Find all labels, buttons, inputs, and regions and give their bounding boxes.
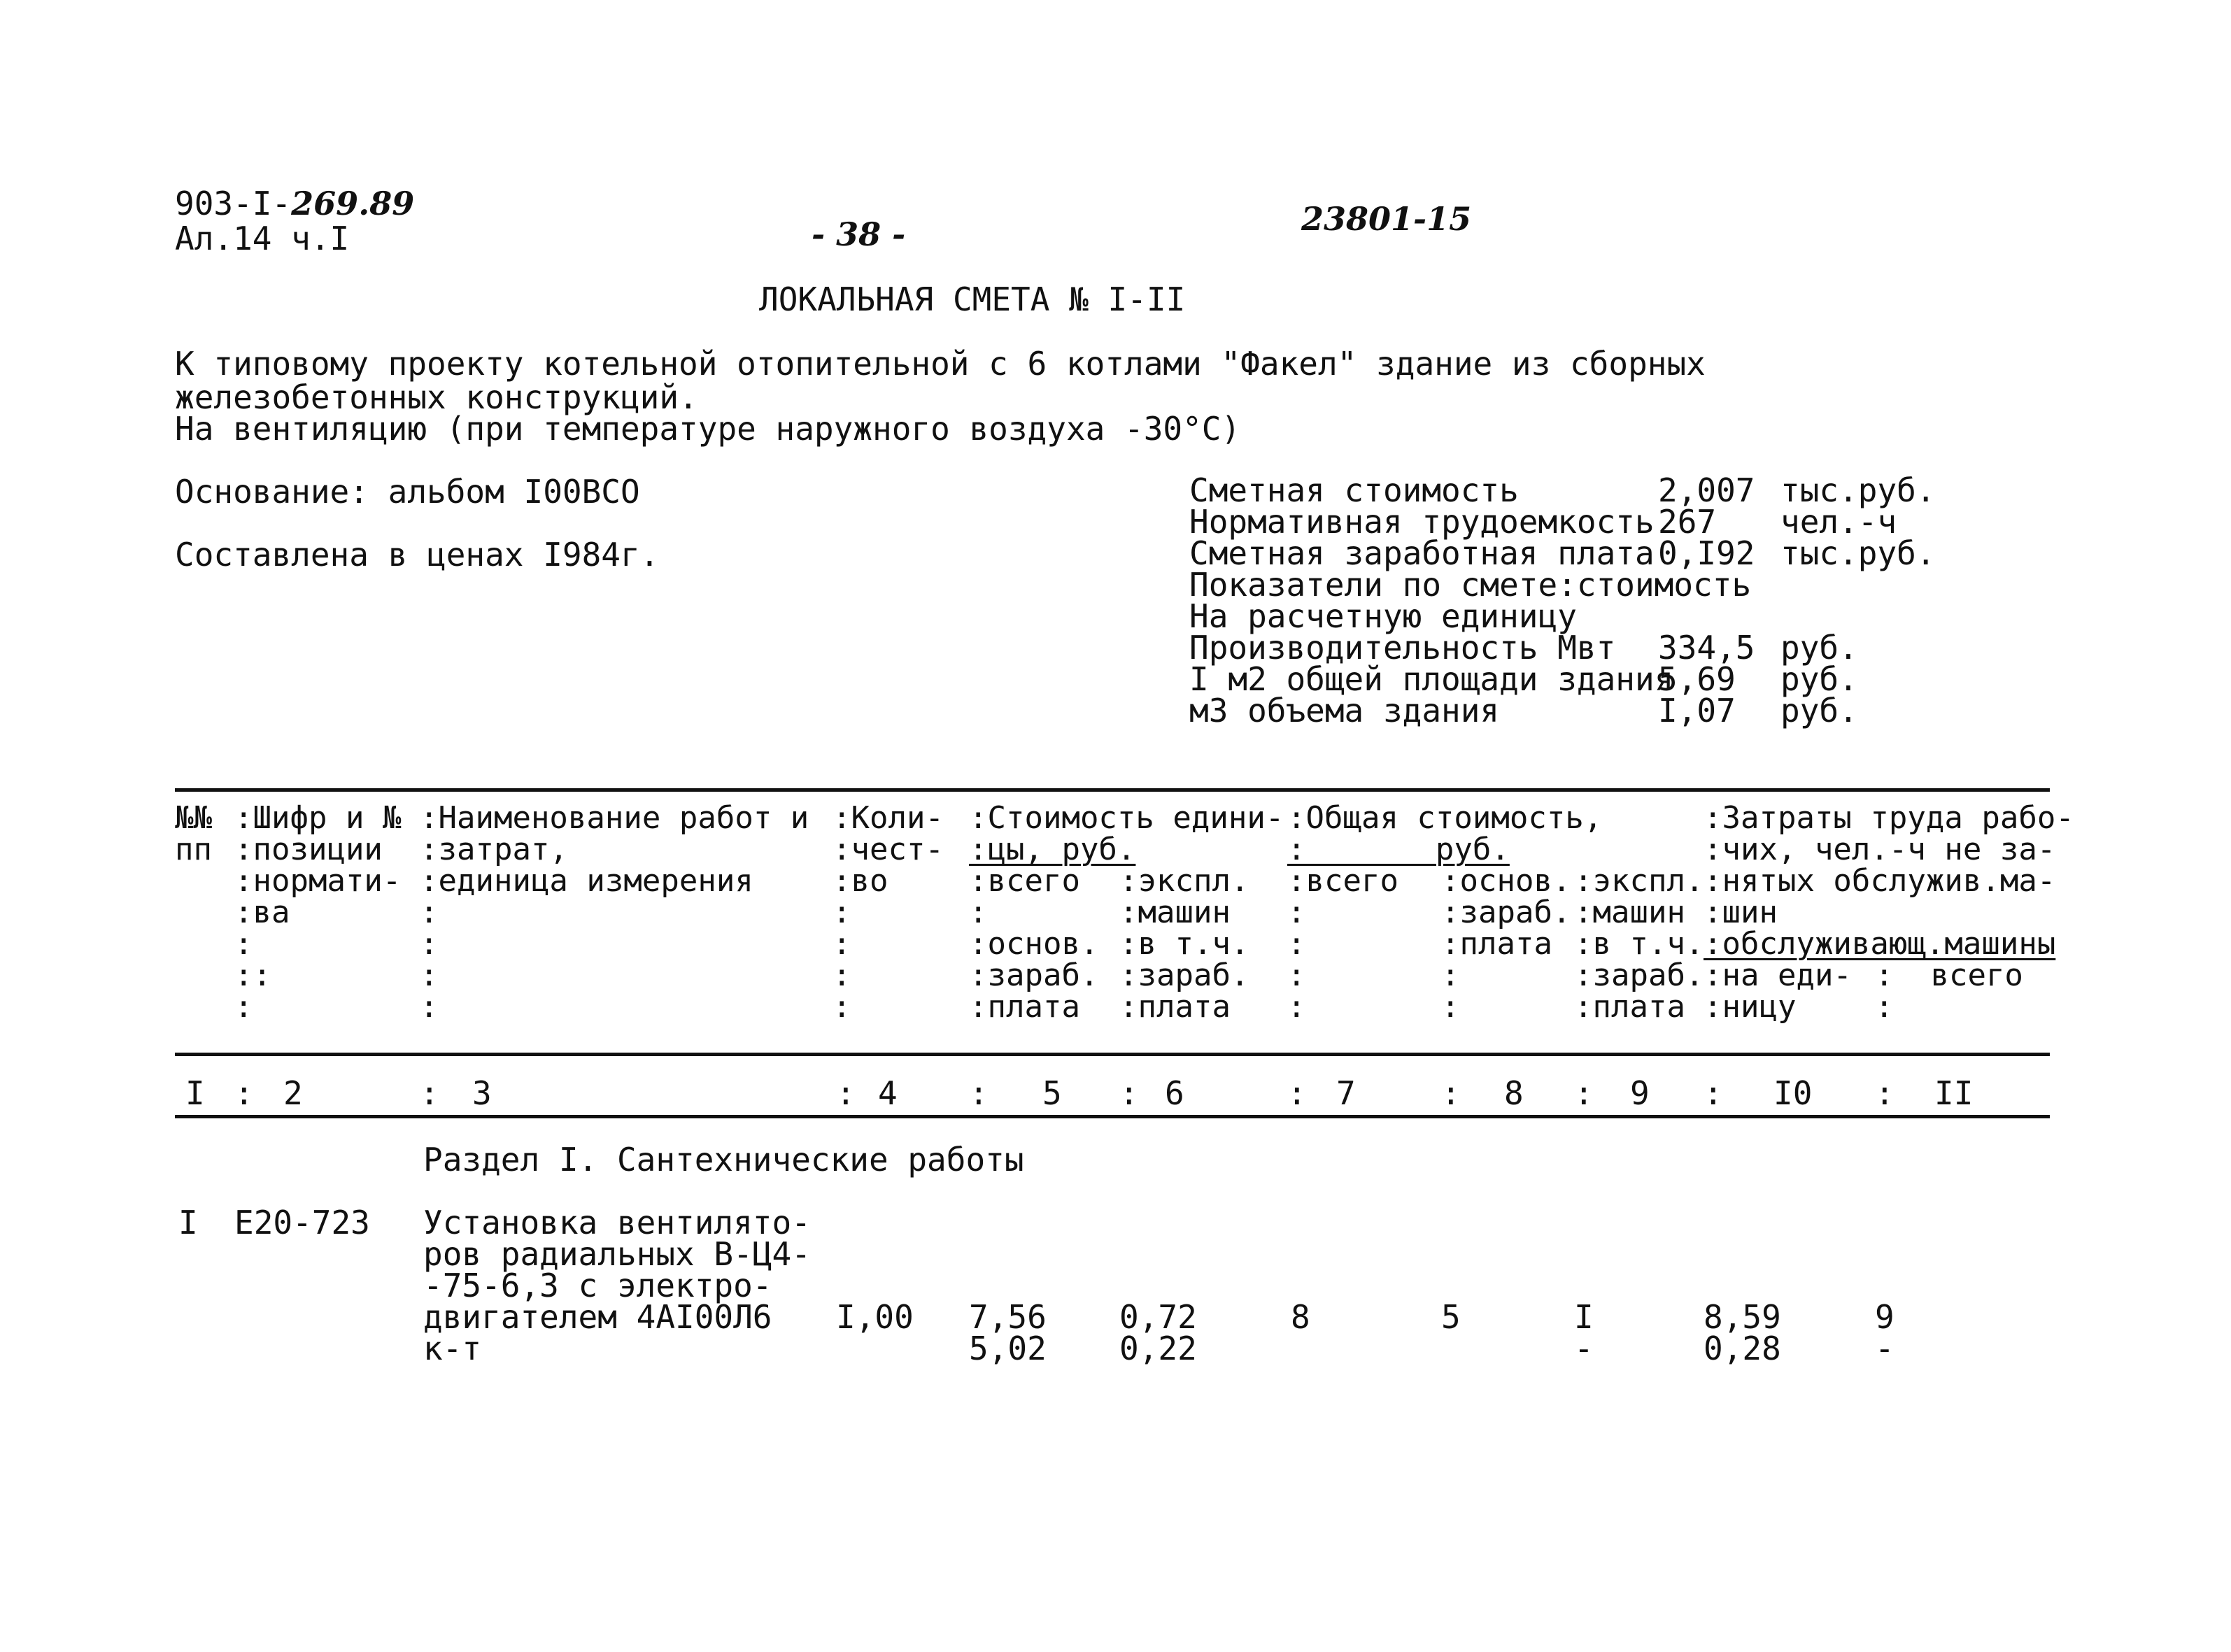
header-col-6: :плата [1119,989,1231,1025]
summary-unit: чел.-ч [1780,503,1897,541]
header-col-num: №№ [175,800,212,836]
row-unit-total: 7,56 [969,1298,1047,1336]
row-total-wage: 5 [1441,1298,1461,1336]
header-col-8: :плата [1441,926,1552,962]
column-number: 8 [1504,1074,1524,1112]
row-unit-machine: 0,72 [1119,1298,1197,1336]
header-col-9: :зараб. [1574,957,1704,993]
header-col-code: : [234,926,253,962]
column-number: 5 [1042,1074,1062,1112]
header-col-7: :всего [1287,863,1398,899]
header-col-name: : [420,926,439,962]
header-col-8: :основ. [1441,863,1571,899]
header-col-qty: : [833,926,851,962]
summary-value: 2,007 [1658,471,1755,509]
column-number: 3 [472,1074,492,1112]
summary-label: Сметная заработная плата [1189,534,1655,572]
doc-number [1301,200,1472,238]
header-col-code: :: [234,957,271,993]
summary-label: I м2 общей площади здания [1189,660,1674,698]
summary-label: Производительность Мвт [1189,629,1616,667]
header-col-8: :зараб. [1441,895,1571,930]
column-number: 4 [878,1074,898,1112]
doc-code [175,187,414,220]
summary-label: Показатели по смете:стоимость [1189,566,1752,604]
header-labor-sub: :обслуживающ.машины [1704,926,2056,962]
header-col-9: :плата [1574,989,1685,1025]
album-ref: Ал.14 ч.I [175,220,350,257]
summary-value: 5,69 [1658,660,1736,698]
header-col-6: :зараб. [1119,957,1249,993]
header-col-qty: :во [833,863,888,899]
column-number: : [1704,1074,1723,1112]
column-number: 7 [1336,1074,1356,1112]
row-name-line: Установка вентилято- [423,1204,811,1241]
page-number-text: - 38 - [812,215,906,253]
summary-value: 0,I92 [1658,534,1755,572]
column-number: II [1934,1074,1974,1112]
header-col-code: :Шифр и № [234,800,402,836]
header-col-5: : [969,895,988,930]
header-col-5: :всего [969,863,1080,899]
header-col-qty: : [833,957,851,993]
column-number: I [185,1074,205,1112]
header-col-6: :машин [1119,895,1231,930]
summary-label: Нормативная трудоемкость [1189,503,1655,541]
row-labor-total-machine: - [1875,1330,1894,1367]
summary-label: Сметная стоимость [1189,471,1519,509]
header-col-qty: : [833,989,851,1025]
row-total-machine-wage: - [1574,1330,1594,1367]
row-unit-wage: 5,02 [969,1330,1047,1367]
header-col-name: : [420,989,439,1025]
table-top-rule [175,788,2050,792]
header-col-10: :ницу [1704,989,1797,1025]
header-col-code: :позиции [234,832,383,867]
column-number: : [969,1074,989,1112]
row-labor-unit-machine: 0,28 [1704,1330,1781,1367]
header-labor: :чих, чел.-ч не за- [1704,832,2056,867]
summary-unit: тыс.руб. [1780,471,1936,509]
column-number: : [420,1074,439,1112]
description-line-3: На вентиляцию (при температуре наружного воздуха -30°С) [175,410,1241,448]
row-total-machine: I [1574,1298,1594,1336]
header-labor: :Затраты труда рабо- [1704,800,2074,836]
header-col-7: : [1287,926,1306,962]
summary-unit: руб. [1780,660,1858,698]
row-name-line: -75-6,3 с электро- [423,1267,772,1304]
header-col-7: : [1287,895,1306,930]
header-col-7: : [1287,989,1306,1025]
summary-unit: руб. [1780,629,1858,667]
header-col-name: :затрат, [420,832,568,867]
description-line-1: К типовому проекту котельной отопительной с 6 котлами "Факел" здание из сборных [175,345,1706,383]
header-col-5: :основ. [969,926,1099,962]
column-number: : [1119,1074,1139,1112]
row-name-line: ров радиальных В-Ц4- [423,1235,811,1273]
header-col-7: : [1287,957,1306,993]
header-col-5: :плата [969,989,1080,1025]
doc-code-handwritten: 269.89 [291,185,415,222]
header-col-9: :в т.ч. [1574,926,1704,962]
summary-unit: тыс.руб. [1780,534,1936,572]
row-qty: I,00 [836,1298,914,1336]
basis-text: Основание: альбом I00ВСО [175,473,640,511]
header-total-cost-2: : руб. [1287,832,1510,867]
header-col-name: :единица измерения [420,863,753,899]
row-total: 8 [1291,1298,1310,1336]
header-col-code: :нормати- [234,863,402,899]
doc-code-prefix: 903-I- [175,185,292,222]
page-number [812,215,906,253]
header-col-qty: :Коли- [833,800,944,836]
column-number: 6 [1165,1074,1184,1112]
prices-text: Составлена в ценах I984г. [175,536,660,574]
header-col-qty: :чест- [833,832,944,867]
header-labor: :шин [1704,895,1778,930]
row-unit-machine-wage: 0,22 [1119,1330,1197,1367]
column-number: : [234,1074,254,1112]
header-col-5: :зараб. [969,957,1099,993]
row-labor-unit: 8,59 [1704,1298,1781,1336]
header-unit-cost: :Стоимость едини- [969,800,1284,836]
page-title: ЛОКАЛЬНАЯ СМЕТА № I-II [759,280,1186,318]
header-col-name: : [420,895,439,930]
column-number: : [1875,1074,1894,1112]
header-col-9: :машин [1574,895,1685,930]
header-total-cost: :Общая стоимость, [1287,800,1603,836]
header-col-name: : [420,957,439,993]
header-labor: :нятых обслужив.ма- [1704,863,2056,899]
summary-unit: руб. [1780,692,1858,729]
row-code: Е20-723 [234,1204,370,1241]
header-col-6: :экспл. [1119,863,1249,899]
row-name-line: к-т [423,1330,482,1367]
row-num: I [178,1204,198,1241]
section-title: Раздел I. Сантехнические работы [423,1141,1024,1179]
header-col-qty: : [833,895,851,930]
column-number: I0 [1773,1074,1813,1112]
doc-number-text: 23801-15 [1301,200,1472,238]
column-number: 2 [283,1074,303,1112]
column-number: : [1287,1074,1307,1112]
header-col-6: :в т.ч. [1119,926,1249,962]
summary-value: I,07 [1658,692,1736,729]
header-col-11: : всего [1875,957,2023,993]
header-col-9: :экспл. [1574,863,1704,899]
header-col-code: : [234,989,253,1025]
row-name-line: двигателем 4АI00Л6 [423,1298,772,1336]
header-col-11: : [1875,989,1894,1025]
column-number: 9 [1630,1074,1650,1112]
column-number: : [1574,1074,1594,1112]
summary-label: м3 объема здания [1189,692,1500,729]
header-col-num: пп [175,832,212,867]
header-unit-cost-2: :цы, руб. [969,832,1136,867]
description-line-2: железобетонных конструкций. [175,378,698,416]
column-numbers-rule [175,1115,2050,1118]
header-col-10: :на еди- [1704,957,1852,993]
summary-value: 267 [1658,503,1717,541]
header-col-code: :ва [234,895,290,930]
header-col-name: :Наименование работ и [420,800,809,836]
summary-value: 334,5 [1658,629,1755,667]
header-col-8: : [1441,989,1460,1025]
column-number: : [1441,1074,1461,1112]
table-header-rule [175,1053,2050,1056]
header-col-8: : [1441,957,1460,993]
row-labor-total: 9 [1875,1298,1894,1336]
summary-label: На расчетную единицу [1189,597,1577,635]
column-number: : [836,1074,856,1112]
